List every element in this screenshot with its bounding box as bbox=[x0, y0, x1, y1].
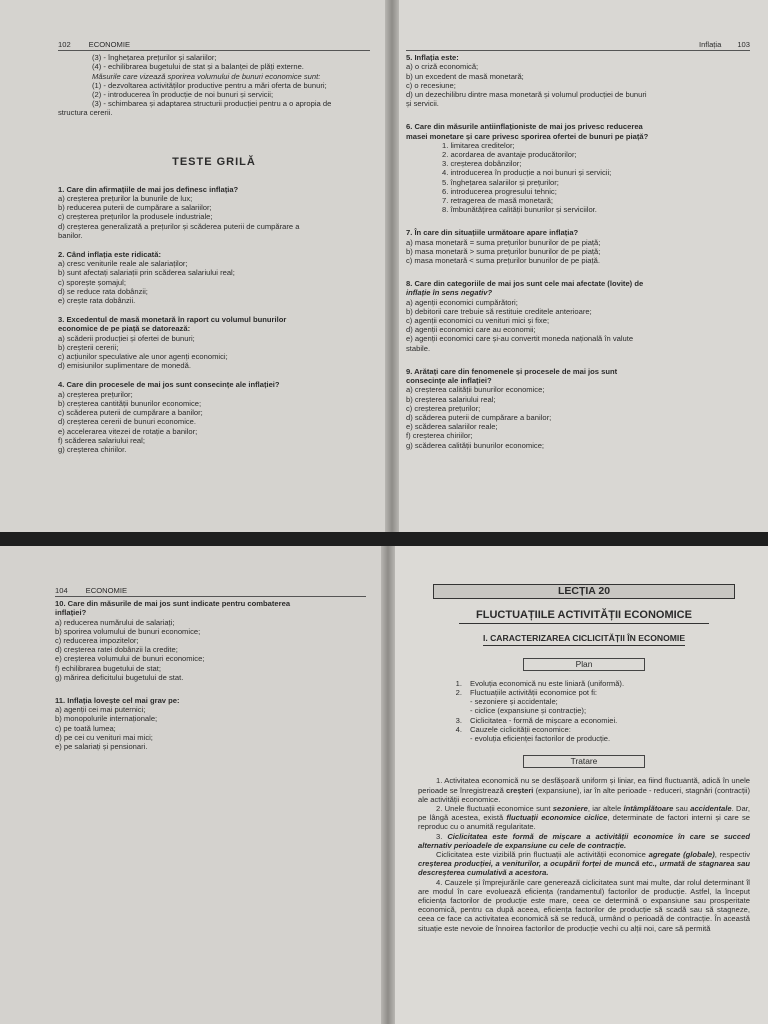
option: a) cresc veniturile reale ale salariaților; bbox=[58, 259, 188, 269]
running-header bbox=[55, 586, 366, 597]
option: c) masa monetară < suma prețurilor bunurilor de pe piață. bbox=[406, 256, 600, 266]
option: b) creșterea cantității bunurilor economice; bbox=[58, 398, 202, 408]
option: a) agenții economici cumpărători; bbox=[406, 297, 518, 307]
plan-item: - sezoniere și accidentale; bbox=[470, 697, 558, 707]
question-8-cont: inflație în sens negativ? bbox=[406, 288, 493, 298]
option: a) masa monetară = suma prețurilor bunurilor de pe piață; bbox=[406, 237, 601, 247]
option: 2. acordarea de avantaje producătorilor; bbox=[442, 150, 577, 160]
option: stabile. bbox=[406, 343, 431, 353]
option: 7. retragerea de masă monetară; bbox=[442, 196, 554, 206]
option: d) scăderea puterii de cumpărare a banilor; bbox=[406, 412, 552, 422]
option: b) masa monetară > suma prețurilor bunurilor de pe piață; bbox=[406, 246, 601, 256]
option: 6. introducerea progresului tehnic; bbox=[442, 186, 557, 196]
question-10-cont: inflației? bbox=[55, 608, 87, 618]
section-subtitle bbox=[418, 634, 750, 643]
page-103 bbox=[392, 0, 768, 532]
option: d) un dezechilibru dintre masa monetară și volumul producției de bunuri bbox=[406, 90, 647, 100]
option: f) echilibrarea bugetului de stat; bbox=[55, 663, 161, 673]
treatment-label: Tratare bbox=[523, 755, 645, 768]
text-line: structura cererii. bbox=[58, 108, 113, 118]
lesson-number: LECȚIA 20 bbox=[433, 584, 735, 599]
option: f) scăderea salariului real; bbox=[58, 435, 145, 445]
text-line: (3) - schimbarea și adaptarea structurii producției pentru a o apropia de bbox=[92, 99, 332, 109]
page-105 bbox=[388, 546, 768, 1024]
option: a) scăderii producției și ofertei de bunuri; bbox=[58, 333, 195, 343]
text-line: Măsurile care vizează sporirea volumului de bunuri economice sunt: bbox=[92, 71, 321, 81]
plan-item: 1. Evoluția economică nu este liniară (uniformă). bbox=[455, 678, 625, 688]
scan-separator bbox=[0, 532, 768, 546]
option: e) pe salariați și pensionari. bbox=[55, 742, 148, 752]
option: d) pe cei cu venituri mai mici; bbox=[55, 732, 153, 742]
question-6-cont: masei monetare și care privesc sporirea ofertei de bunuri pe piață? bbox=[406, 131, 649, 141]
option: e) scăderea salariilor reale; bbox=[406, 422, 498, 432]
question-9: 9. Arătați care din fenomenele și procesele de mai jos sunt bbox=[406, 366, 618, 376]
plan-item: 4. Cauzele ciclicității economice: bbox=[455, 724, 571, 734]
paragraph-4: 4. Cauzele și împrejurările care generează ciclicitatea sunt mai multe, dar rolul determinant îl are modul în care evoluează eficiența (randamentul) factorilor de producție. Astfel, la început eficiența factorilor de producție este mare, ceea ce determină o expansiune sau prosperitate economică, pentru ca după aceea, eficiența factorilor de producție să scadă sau să stagneze, ceea ce face ca activitatea economică să se reducă, urmând o perioadă de contracție. În această situație este nevoie de înnoirea factorilor de producție vechi cu alții noi, care să permită bbox=[418, 877, 750, 933]
running-title: ECONOMIE bbox=[85, 586, 128, 595]
question-5: 5. Inflația este: bbox=[406, 53, 459, 63]
text-line: (4) - echilibrarea bugetului de stat și a balanței de plăți externe. bbox=[92, 62, 304, 72]
question-list bbox=[58, 185, 370, 454]
option: b) sporirea volumului de bunuri economice; bbox=[55, 626, 201, 636]
option: d) creșterea ratei dobânzii la credite; bbox=[55, 645, 178, 655]
option: c) creșterea prețurilor la produsele industriale; bbox=[58, 212, 213, 222]
page-number: 102 bbox=[58, 40, 71, 49]
option: b) debitorii care trebuie să restituie creditele anterioare; bbox=[406, 306, 592, 316]
question-3-cont: economice de pe piață se datorează: bbox=[58, 324, 191, 334]
option: c) reducerea impozitelor; bbox=[55, 636, 139, 646]
paragraph-2: 2. Unele fluctuații economice sunt sezoniere, iar altele întâmplătoare sau accidentale. Dar, pe lângă acestea, există fluctuații economice ciclice, determinate de factori interni și care se reproduc cu o anumită regularitate. bbox=[418, 804, 750, 832]
option: 4. introducerea în producție a noi bunuri și servicii; bbox=[442, 168, 612, 178]
question-6: 6. Care din măsurile antiinflaționiste de mai jos privesc reducerea bbox=[406, 122, 643, 132]
option: c) sporește șomajul; bbox=[58, 277, 126, 287]
option: 5. înghețarea salariilor și prețurilor; bbox=[442, 177, 559, 187]
option: e) crește rata dobânzii. bbox=[58, 296, 136, 306]
question-8: 8. Care din categoriile de mai jos sunt cele mai afectate (lovite) de bbox=[406, 279, 644, 289]
option: c) creșterea prețurilor; bbox=[406, 403, 481, 413]
plan-label: Plan bbox=[523, 658, 645, 671]
option: f) creșterea chiriilor; bbox=[406, 431, 473, 441]
option: b) reducerea puterii de cumpărare a salariilor; bbox=[58, 203, 212, 213]
option: e) accelerarea vitezei de rotație a banilor; bbox=[58, 426, 198, 436]
text-line: (2) - introducerea în producție de noi bunuri și servicii; bbox=[92, 90, 274, 100]
question-3: 3. Excedentul de masă monetară în raport cu volumul bunurilor bbox=[58, 315, 287, 325]
paragraph-1: 1. Activitatea economică nu se desfășoară uniform și liniar, ea fiind fluctuantă, adică în unele perioade se înregistrează creșteri (expansiune), iar în alte perioade - reduceri, stagnări (contracții) ale activității economice. bbox=[418, 776, 750, 804]
question-list bbox=[406, 53, 750, 450]
option: g) scăderea calității bunurilor economice; bbox=[406, 440, 545, 450]
option: e) agenții economici care și-au convertit moneda națională în valute bbox=[406, 334, 634, 344]
option: d) agenții economici care au economii; bbox=[406, 325, 536, 335]
option: d) creșterea generalizată a prețurilor și scăderea puterii de cumpărare a bbox=[58, 221, 300, 231]
plan-item: - evoluția eficienței factorilor de producție. bbox=[470, 734, 611, 744]
option: g) creșterea chiriilor. bbox=[58, 444, 127, 454]
option: c) pe toată lumea; bbox=[55, 723, 116, 733]
body-text bbox=[418, 776, 750, 932]
book-gutter bbox=[385, 0, 399, 532]
page-number: 103 bbox=[737, 40, 750, 49]
option: și servicii. bbox=[406, 99, 439, 109]
option: c) acțiunilor speculative ale unor agenți economici; bbox=[58, 352, 228, 362]
question-2: 2. Când inflația este ridicată: bbox=[58, 250, 161, 260]
option: d) se reduce rata dobânzii; bbox=[58, 286, 148, 296]
option: c) agenții economici cu venituri mici și fixe; bbox=[406, 316, 550, 326]
section-subtitle-text: I. CARACTERIZAREA CICLICITĂȚII ÎN ECONOMIE bbox=[483, 633, 685, 646]
running-header bbox=[406, 40, 750, 51]
page-number: 104 bbox=[55, 586, 68, 595]
option: b) sunt afectați salariații prin scăderea salariului real; bbox=[58, 268, 235, 278]
option: 8. îmbunătățirea calității bunurilor și serviciilor. bbox=[442, 205, 597, 215]
option: d) emisiunilor suplimentare de monedă. bbox=[58, 361, 191, 371]
page-102 bbox=[0, 0, 392, 532]
plan-item: 3. Ciclicitatea - formă de mișcare a economiei. bbox=[455, 715, 618, 725]
option: c) scăderea puterii de cumpărare a banilor; bbox=[58, 408, 203, 418]
running-header bbox=[58, 40, 370, 51]
book-gutter bbox=[381, 546, 395, 1024]
question-9-cont: consecințe ale inflației? bbox=[406, 376, 492, 386]
paragraph-3: 3. Ciclicitatea este formă de mișcare a activității economice în care se succed alternativ perioadele de expansiune cu cele de contracție. bbox=[418, 831, 750, 850]
option: d) creșterea cererii de bunuri economice. bbox=[58, 417, 197, 427]
option: banilor. bbox=[58, 230, 83, 240]
option: c) o recesiune; bbox=[406, 80, 456, 90]
page-104 bbox=[0, 546, 388, 1024]
lesson-title: FLUCTUAȚIILE ACTIVITĂȚII ECONOMICE bbox=[459, 611, 709, 624]
option: b) monopolurile internaționale; bbox=[55, 714, 158, 724]
option: g) mărirea deficitului bugetului de stat. bbox=[55, 672, 184, 682]
option: b) creșterea salariului real; bbox=[406, 394, 496, 404]
option: e) creșterea volumului de bunuri economice; bbox=[55, 654, 205, 664]
option: b) creșterii cererii; bbox=[58, 342, 119, 352]
running-title: ECONOMIE bbox=[88, 40, 131, 49]
question-10: 10. Care din măsurile de mai jos sunt indicate pentru combaterea bbox=[55, 599, 291, 609]
option: a) reducerea numărului de salariați; bbox=[55, 617, 175, 627]
option: 1. limitarea creditelor; bbox=[442, 140, 515, 150]
text-line: (3) - înghețarea prețurilor și salariilor; bbox=[92, 53, 217, 63]
option: 3. creșterea dobânzilor; bbox=[442, 159, 522, 169]
option: a) creșterea prețurilor; bbox=[58, 389, 133, 399]
question-11: 11. Inflația lovește cel mai grav pe: bbox=[55, 696, 180, 706]
question-7: 7. În care din situațiile următoare apare inflația? bbox=[406, 228, 579, 238]
plan-item: 2. Fluctuațiile activității economice pot fi: bbox=[455, 688, 598, 698]
running-title: Inflația bbox=[698, 40, 722, 49]
text-line: (1) - dezvoltarea activităților productive pentru a mări oferta de bunuri; bbox=[92, 80, 327, 90]
option: a) o criză economică; bbox=[406, 62, 479, 72]
option: a) agenții cei mai puternici; bbox=[55, 705, 146, 715]
option: a) creșterea prețurilor la bunurile de lux; bbox=[58, 194, 193, 204]
intro-list bbox=[58, 53, 370, 117]
paragraph-3b: Ciclicitatea este vizibilă prin fluctuații ale activității economice agregate (globale), respectiv creșterea producției, a veniturilor, a ocupării forței de muncă etc., urmată de stagnarea sau descreșterea cumulativă a acestora. bbox=[418, 850, 751, 878]
question-list bbox=[55, 599, 366, 751]
question-1: 1. Care din afirmațiile de mai jos definesc inflația? bbox=[58, 184, 239, 194]
option: a) creșterea calității bunurilor economice; bbox=[406, 385, 545, 395]
section-title: TESTE GRILĂ bbox=[172, 155, 256, 168]
plan-item: - ciclice (expansiune și contracție); bbox=[470, 706, 587, 716]
plan-list bbox=[418, 679, 750, 743]
option: b) un excedent de masă monetară; bbox=[406, 71, 524, 81]
question-4: 4. Care din procesele de mai jos sunt consecințe ale inflației? bbox=[58, 380, 280, 390]
